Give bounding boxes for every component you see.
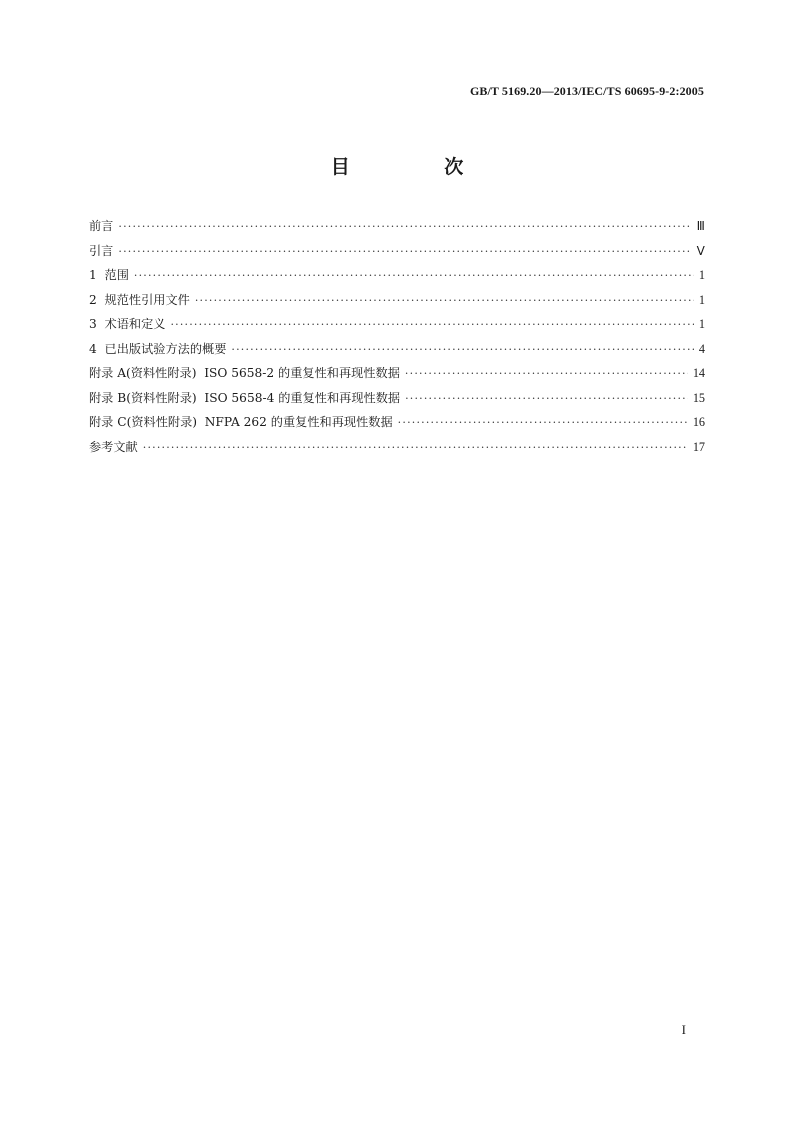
toc-entry-label: 参考文献: [89, 439, 138, 454]
toc-dot-leader: [195, 291, 694, 311]
toc-entry-page: 1: [698, 268, 705, 282]
toc-dot-leader: [405, 364, 688, 384]
toc-entry-label: 附录 B(资料性附录) ISO 5658-4 的重复性和再现性数据: [89, 390, 401, 405]
toc-entry-label: 附录 C(资料性附录) NFPA 262 的重复性和再现性数据: [89, 415, 393, 429]
toc-dot-leader: [143, 438, 688, 458]
toc-entry-annex-b[interactable]: [89, 388, 705, 413]
document-standard-code: GB/T 5169.20—2013/IEC/TS 60695-9-2:2005: [469, 84, 704, 98]
toc-entry-label: 2 规范性引用文件: [89, 292, 190, 307]
toc-entry-label: 3 术语和定义: [89, 317, 166, 331]
toc-entry-annex-c[interactable]: [89, 412, 705, 437]
toc-title: 目 次: [330, 156, 508, 178]
toc-entry-page: 17: [692, 439, 705, 454]
toc-entry-page: 16: [692, 415, 705, 429]
toc-entry-label: 4 已出版试验方法的概要: [89, 341, 227, 356]
toc-dot-leader: [231, 340, 694, 360]
toc-entry-scope[interactable]: [89, 265, 705, 290]
toc-entry-page: 15: [692, 390, 705, 405]
toc-entry-page: 14: [692, 366, 705, 380]
page-number: I: [681, 1022, 686, 1037]
toc-entry-label: 引言: [89, 243, 114, 258]
toc-dot-leader: [405, 389, 688, 409]
toc-entry-normative-references[interactable]: [89, 290, 705, 315]
toc-entry-page: 1: [698, 317, 705, 331]
toc-entry-label: 1 范围: [89, 268, 129, 282]
toc-dot-leader: [398, 413, 688, 433]
toc-entry-page: 1: [698, 292, 705, 307]
toc-entry-label: 附录 A(资料性附录) ISO 5658-2 的重复性和再现性数据: [89, 366, 400, 380]
toc-entry-foreword[interactable]: [89, 216, 705, 241]
toc-entry-terms-definitions[interactable]: [89, 314, 705, 339]
toc-entry-annex-a[interactable]: [89, 363, 705, 388]
toc-dot-leader: [170, 315, 693, 335]
table-of-contents: [89, 216, 705, 461]
toc-entry-label: 前言: [89, 219, 114, 233]
toc-entry-introduction[interactable]: [89, 241, 705, 266]
toc-entry-test-methods-summary[interactable]: [89, 339, 705, 364]
toc-entry-page: 4: [698, 341, 705, 356]
toc-entry-bibliography[interactable]: [89, 437, 705, 462]
toc-dot-leader: [118, 242, 691, 262]
toc-entry-page: Ⅲ: [696, 219, 705, 233]
toc-dot-leader: [118, 217, 691, 237]
toc-dot-leader: [134, 266, 694, 286]
toc-entry-page: Ⅴ: [696, 243, 705, 258]
